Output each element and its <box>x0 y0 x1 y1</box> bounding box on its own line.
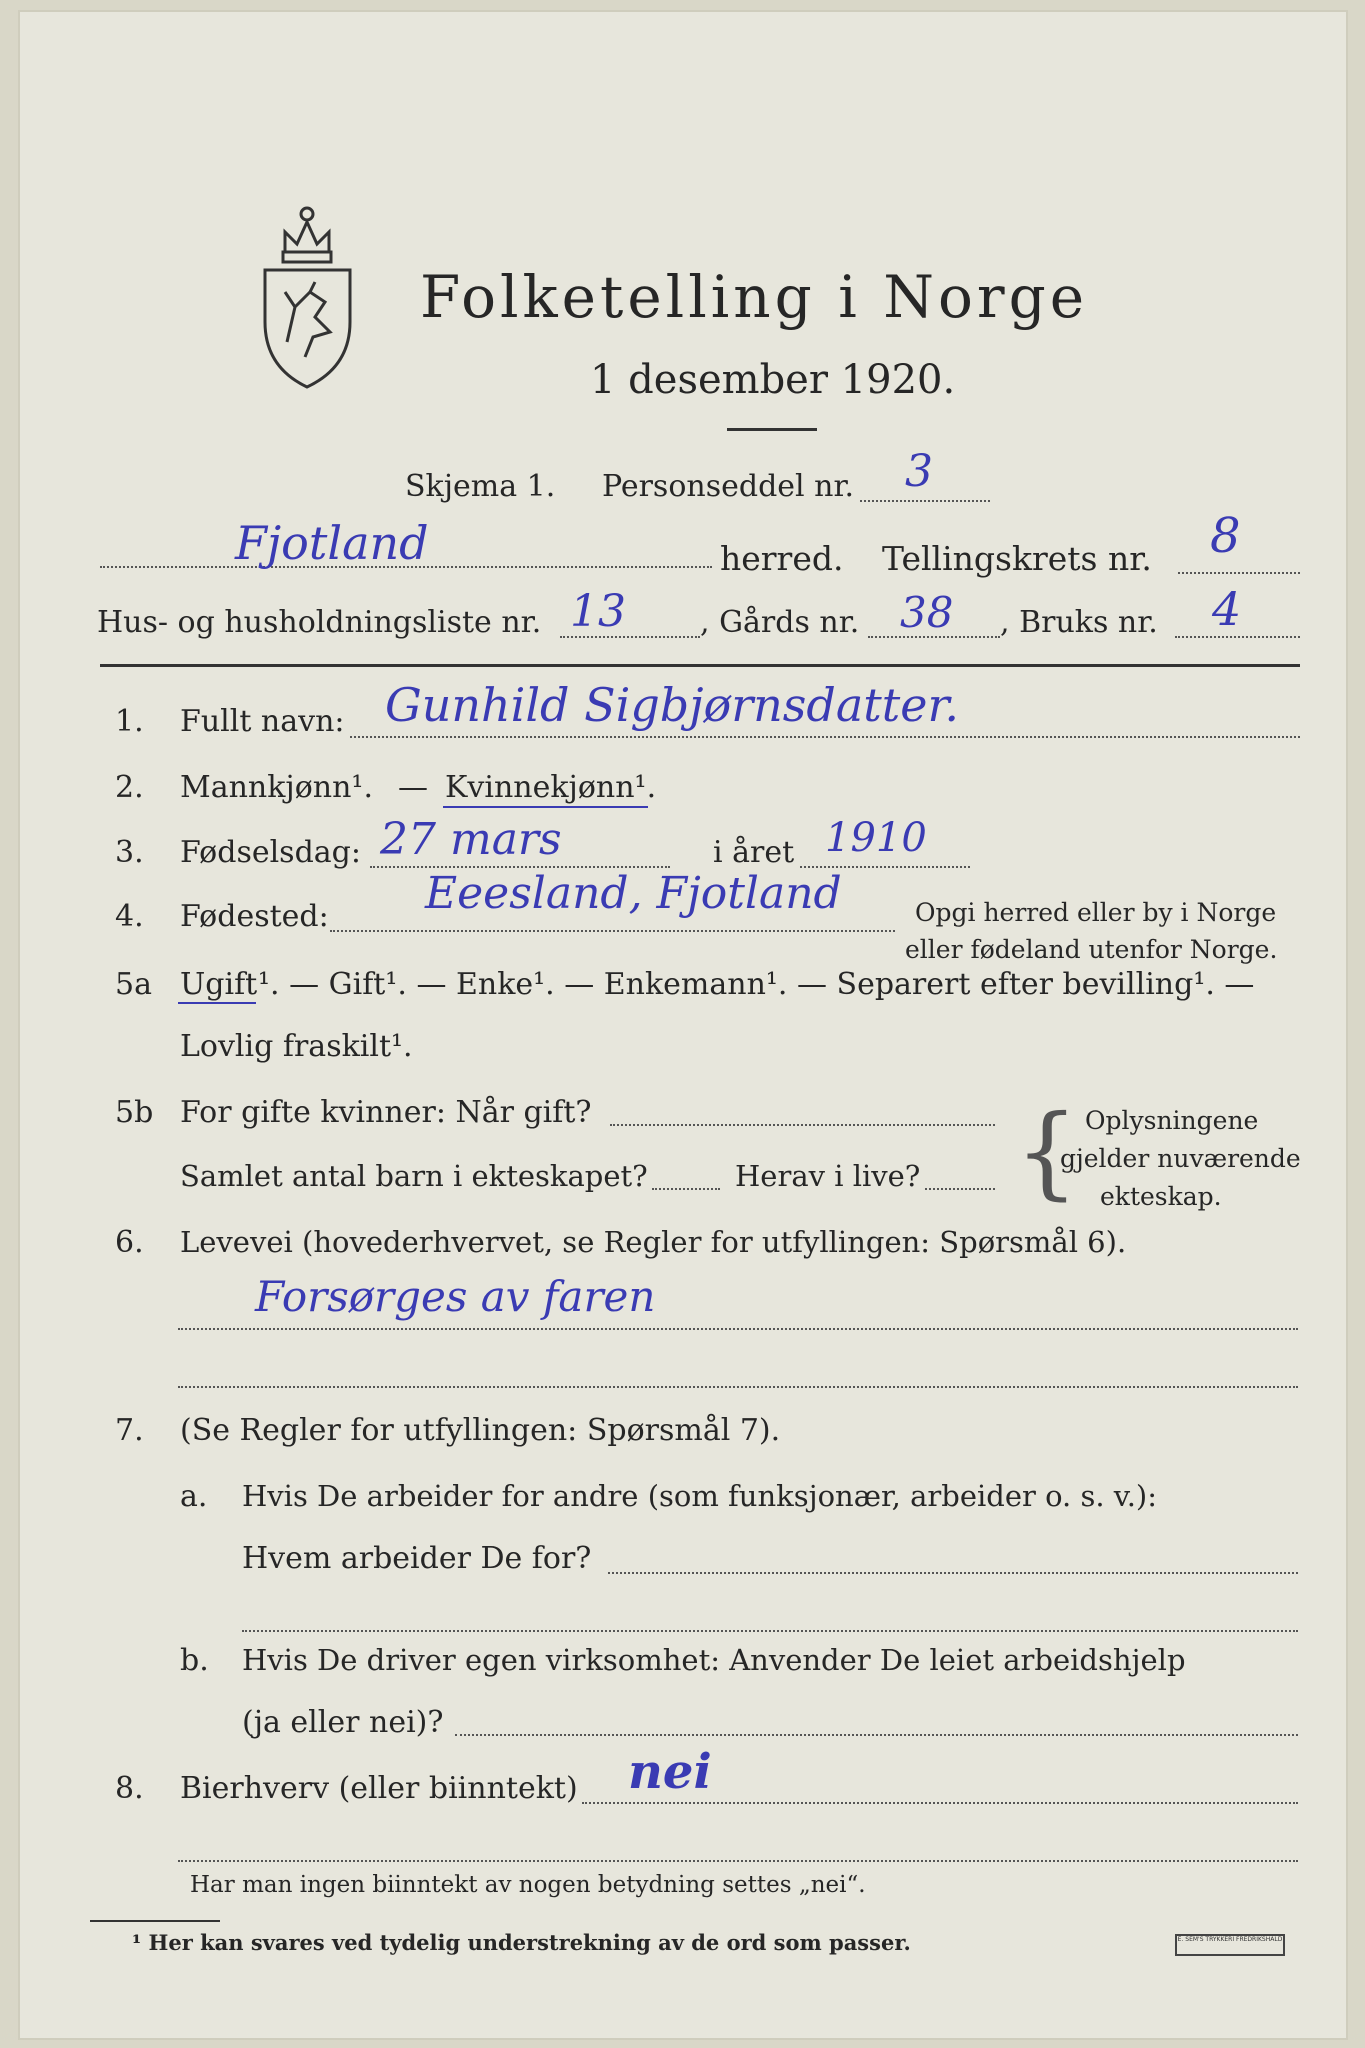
bruks-value[interactable]: 4 <box>1212 582 1242 636</box>
q7a-text: Hvis De arbeider for andre (som funksjonær, arbeider o. s. v.): <box>242 1479 1158 1513</box>
header-divider <box>100 664 1300 667</box>
hus-value[interactable]: 13 <box>570 586 626 637</box>
q3-year-label: i året <box>713 835 795 870</box>
census-date: 1 desember 1920. <box>590 357 956 403</box>
q5b-number: 5b <box>115 1095 154 1130</box>
q7b-text: Hvis De driver egen virksomhet: Anvender De leiet arbeidshjelp <box>242 1643 1186 1677</box>
herred-value[interactable]: Fjotland <box>235 516 429 570</box>
q5b-line1: For gifte kvinner: Når gift? <box>180 1095 592 1130</box>
printer-mark <box>1175 1934 1285 1956</box>
q3-number: 3. <box>115 835 144 870</box>
q2-number: 2. <box>115 770 144 805</box>
hus-label: Hus- og husholdningsliste nr. <box>97 605 542 640</box>
q6-number: 6. <box>115 1225 144 1260</box>
q6-value[interactable]: Forsørges av faren <box>255 1272 656 1321</box>
skjema-label: Skjema 1. <box>405 469 556 504</box>
q5a-number: 5a <box>115 967 152 1002</box>
q5b-children-line <box>652 1188 720 1190</box>
q1-value[interactable]: Gunhild Sigbjørnsdatter. <box>385 678 960 732</box>
q4-label: Fødested: <box>180 899 329 934</box>
q8-value[interactable]: nei <box>628 1744 712 1800</box>
title-divider <box>727 428 817 431</box>
q4-note-line2: eller fødeland utenfor Norge. <box>905 935 1278 964</box>
tellingskrets-label: Tellingskrets nr. <box>882 539 1152 578</box>
bruks-label: , Bruks nr. <box>1000 605 1158 640</box>
q6-label: Levevei (hovederhvervet, se Regler for utfyllingen: Spørsmål 6). <box>180 1225 1127 1259</box>
q5b-alive-line <box>925 1188 995 1190</box>
gards-label: , Gårds nr. <box>700 605 860 640</box>
q4-number: 4. <box>115 899 144 934</box>
q5a-ugift-underline <box>178 1002 256 1004</box>
q2-dash: — <box>398 770 428 805</box>
q7b-line <box>455 1734 1298 1736</box>
footnote: ¹ Her kan svares ved tydelig understrekning av de ord som passer. <box>132 1930 911 1955</box>
q3-value[interactable]: 27 mars <box>380 814 562 865</box>
tellingskrets-line <box>1178 572 1300 574</box>
q5a-options: ¹. — Gift¹. — Enke¹. — Enkemann¹. — Separert efter bevilling¹. — <box>258 967 1255 1002</box>
q5b-note-line3: ekteskap. <box>1100 1182 1222 1211</box>
q1-line <box>350 736 1300 738</box>
q1-label: Fullt navn: <box>180 704 345 739</box>
q8-line2 <box>178 1860 1298 1862</box>
tellingskrets-value[interactable]: 8 <box>1210 508 1241 564</box>
personseddel-value[interactable]: 3 <box>905 446 933 497</box>
personseddel-line <box>860 500 990 502</box>
q3-label: Fødselsdag: <box>180 835 361 870</box>
q2-female: Kvinnekjønn¹. <box>445 770 657 805</box>
q4-value[interactable]: Eeesland, Fjotland <box>425 868 842 919</box>
printer-mark-text: E. SEM'S TRYKKERI FREDRIKSHALD <box>1177 1936 1283 1943</box>
q8-number: 8. <box>115 1771 144 1806</box>
q7a-question: Hvem arbeider De for? <box>242 1541 592 1576</box>
q1-number: 1. <box>115 704 144 739</box>
footnote-divider <box>90 1920 220 1922</box>
bruks-line <box>1175 636 1300 638</box>
q5b-brace: { <box>1015 1093 1079 1210</box>
q7-label: (Se Regler for utfyllingen: Spørsmål 7). <box>180 1413 781 1448</box>
personseddel-label: Personseddel nr. <box>602 469 855 504</box>
q5b-married-line <box>610 1124 995 1126</box>
q5b-note-line2: gjelder nuværende <box>1060 1144 1301 1173</box>
q7a-line1 <box>608 1572 1298 1574</box>
q4-line <box>330 930 895 932</box>
q5a-ugift: Ugift <box>180 967 258 1002</box>
q5b-alive-label: Herav i live? <box>735 1159 921 1193</box>
q6-line2 <box>178 1386 1298 1388</box>
coat-of-arms-icon <box>255 192 360 392</box>
q8-label: Bierhverv (eller biinntekt) <box>180 1771 578 1806</box>
q7a-line2 <box>242 1630 1298 1632</box>
q7-number: 7. <box>115 1413 144 1448</box>
footer-note: Har man ingen biinntekt av nogen betydning settes „nei“. <box>190 1872 866 1898</box>
q7b-question: (ja eller nei)? <box>242 1705 444 1740</box>
q5b-children-label: Samlet antal barn i ekteskapet? <box>180 1159 648 1193</box>
q6-line1 <box>178 1328 1298 1330</box>
q2-female-underline <box>443 806 648 808</box>
gards-value[interactable]: 38 <box>900 588 954 637</box>
q2-male: Mannkjønn¹. <box>180 770 373 805</box>
q3-year-value[interactable]: 1910 <box>825 815 927 861</box>
q4-note-line1: Opgi herred eller by i Norge <box>915 898 1277 927</box>
q5b-note-line1: Oplysningene <box>1085 1106 1259 1135</box>
q5a-line2: Lovlig fraskilt¹. <box>180 1029 413 1064</box>
q7a-number: a. <box>180 1479 208 1514</box>
herred-label: herred. <box>720 539 844 578</box>
q8-line1 <box>582 1802 1298 1804</box>
page-title: Folketelling i Norge <box>420 263 1089 331</box>
q7b-number: b. <box>180 1643 209 1678</box>
